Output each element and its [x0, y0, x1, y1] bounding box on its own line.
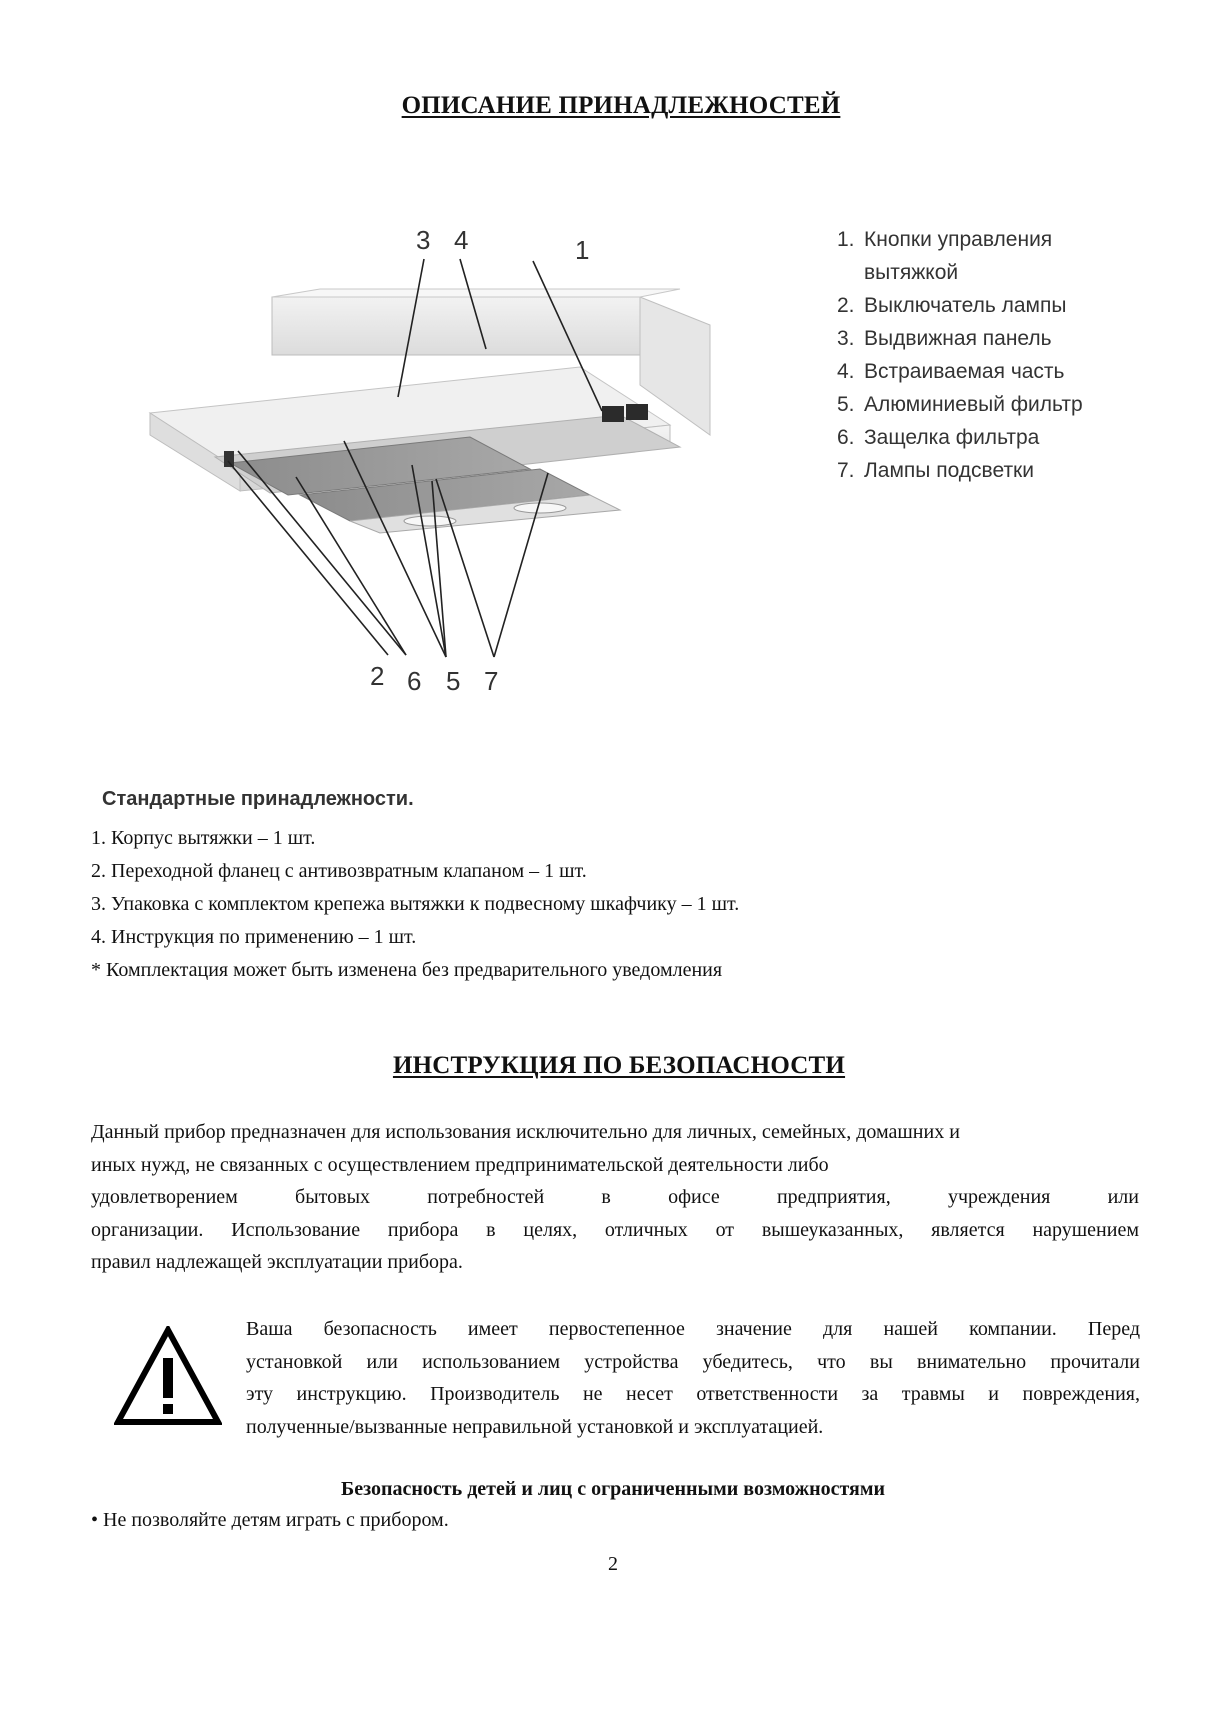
legend-item-5: 5. Алюминиевый фильтр	[837, 393, 1083, 416]
callout-6: 6	[407, 666, 422, 696]
page-number: 2	[608, 1553, 618, 1575]
callout-1: 1	[575, 235, 590, 265]
list-item: • Не позволяйте детям играть с прибором.	[91, 1509, 449, 1531]
list-item: * Комплектация может быть изменена без предварительного уведомления	[91, 959, 723, 981]
paragraph-line: эту инструкцию. Производитель не несет ответственности за травмы и повреждения,	[246, 1383, 1140, 1405]
legend-item-2: 2. Выключатель лампы	[837, 294, 1067, 317]
paragraph-line: полученные/вызванные неправильной установкой и эксплуатацией.	[246, 1415, 824, 1438]
standard-accessories-list	[91, 822, 739, 987]
legend-item-1: 1. Кнопки управления	[837, 228, 1053, 251]
callout-3: 3	[416, 225, 431, 255]
safety-intro-paragraph	[91, 1116, 1139, 1279]
legend-item-3: 3. Выдвижная панель	[837, 327, 1052, 350]
list-item: 1. Корпус вытяжки – 1 шт.	[91, 827, 316, 849]
callout-5: 5	[446, 666, 461, 696]
paragraph-line: установкой или использованием устройства убедитесь, что вы внимательно прочитали	[246, 1350, 1140, 1373]
callout-4: 4	[454, 225, 469, 255]
paragraph-line: Данный прибор предназначен для использования исключительно для личных, семейных, домашних и	[91, 1121, 960, 1143]
paragraph-line: правил надлежащей эксплуатации прибора.	[91, 1251, 463, 1273]
callout-2: 2	[370, 661, 385, 691]
cooker-hood-diagram	[120, 225, 760, 715]
list-item: 3. Упаковка с комплектом крепежа вытяжки к подвесному шкафчику – 1 шт.	[91, 893, 740, 915]
callout-7: 7	[484, 666, 499, 696]
legend-item-6: 6. Защелка фильтра	[837, 426, 1040, 449]
warning-paragraph	[246, 1313, 1140, 1443]
standard-accessories-title: Стандартные принадлежности.	[102, 788, 414, 810]
section-title-safety: ИНСТРУКЦИЯ ПО БЕЗОПАСНОСТИ	[392, 1052, 846, 1079]
legend-item-7: 7. Лампы подсветки	[837, 459, 1034, 482]
section-title-accessories: ОПИСАНИЕ ПРИНАДЛЕЖНОСТЕЙ	[401, 92, 841, 119]
list-item: 2. Переходной фланец с антивозвратным клапаном – 1 шт.	[91, 860, 587, 882]
warning-icon	[114, 1326, 222, 1426]
paragraph-line: Ваша безопасность имеет первостепенное значение для нашей компании. Перед	[246, 1318, 1140, 1340]
component-legend	[837, 223, 1083, 487]
legend-item-4: 4. Встраиваемая часть	[837, 360, 1065, 383]
list-item: 4. Инструкция по применению – 1 шт.	[91, 926, 417, 948]
paragraph-line: иных нужд, не связанных с осуществлением предпринимательской деятельности либо	[91, 1153, 829, 1176]
child-safety-title: Безопасность детей и лиц с ограниченными возможностями	[340, 1478, 886, 1500]
legend-item-1-cont: вытяжкой	[864, 261, 959, 284]
paragraph-line: удовлетворением бытовых потребностей в офисе предприятия, учреждения или	[91, 1186, 1139, 1208]
paragraph-line: организации. Использование прибора в целях, отличных от вышеуказанных, является нарушением	[91, 1218, 1139, 1241]
